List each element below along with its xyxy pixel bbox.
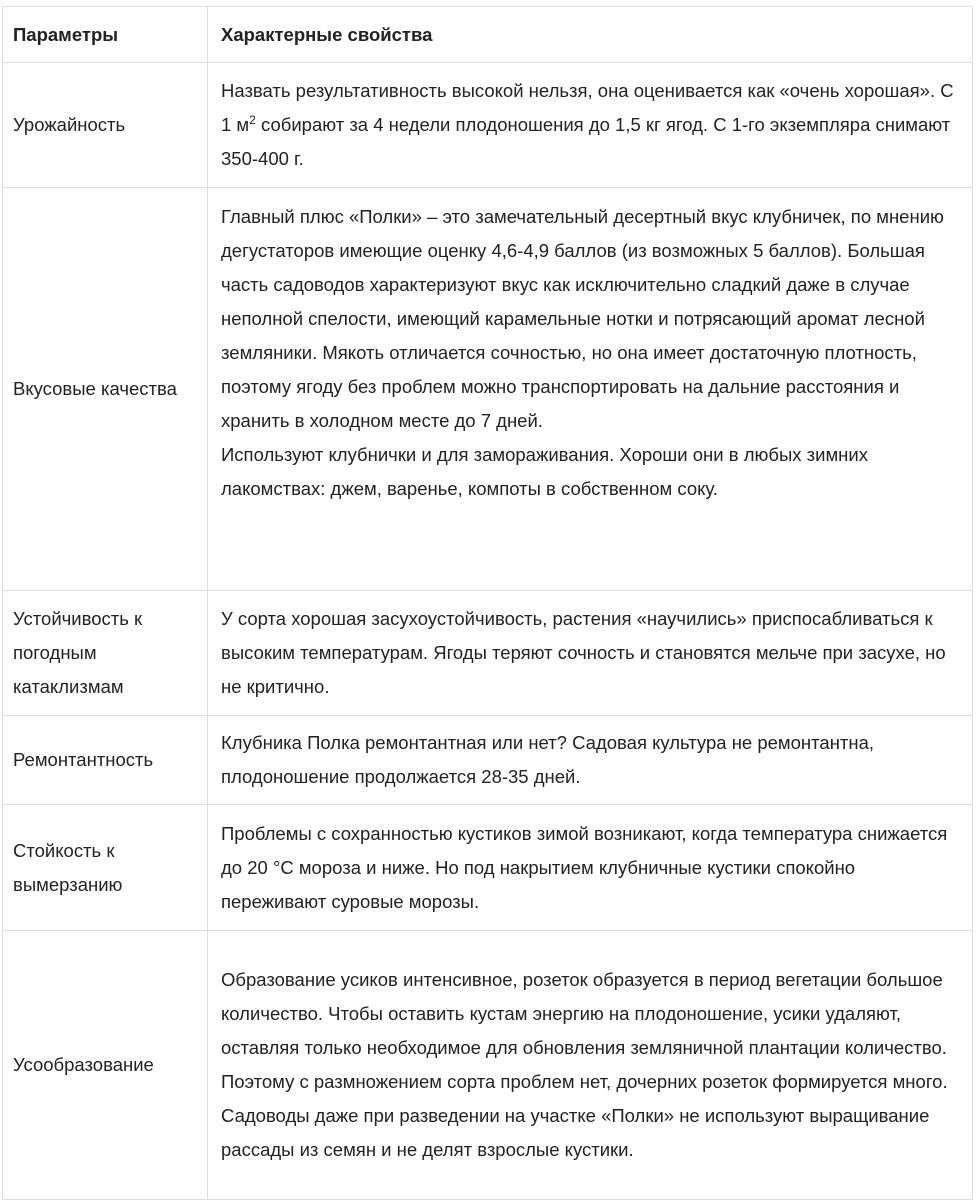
param-cell: Ремонтантность — [3, 716, 208, 805]
param-cell: Стойкость к вымерзанию — [3, 805, 208, 931]
desc-text: Назвать результативность высокой нельзя, она оценивается как «очень хорошая». С 1 м — [221, 80, 954, 135]
desc-cell: Образование усиков интенсивное, розеток образуется в период вегетации большое количество. Чтобы оставить кустам энергию на плодоношение, усики удаляют, оставляя только необходимое для обновления земляничной плантации количество. Поэтому с размножением сорта проблем нет, дочерних розеток формируется много. Садоводы даже при разведении на участке «Полки» не используют выращивание рассады из семян и не делят взрослые кустики. — [208, 931, 973, 1200]
table-row — [3, 188, 973, 591]
desc-cell — [208, 188, 973, 591]
table-row — [3, 716, 973, 805]
table-header-row — [3, 7, 973, 63]
header-properties: Характерные свойства — [208, 7, 973, 63]
strawberry-properties-table — [2, 6, 973, 1200]
desc-paragraph: Используют клубнички и для замораживания. Хороши они в любых зимних лакомствах: джем, варенье, компоты в собственном соку. — [221, 444, 868, 499]
table-row — [3, 805, 973, 931]
desc-cell: Проблемы с сохранностью кустиков зимой возникают, когда температура снижается до 20 °С мороза и ниже. Но под накрытием клубничные кустики спокойно переживают суровые морозы. — [208, 805, 973, 931]
table-row — [3, 63, 973, 188]
param-cell: Урожайность — [3, 63, 208, 188]
desc-cell — [208, 63, 973, 188]
desc-paragraph: Главный плюс «Полки» – это замечательный десертный вкус клубничек, по мнению дегустаторов имеющие оценку 4,6-4,9 баллов (из возможных 5 баллов). Большая часть садоводов характеризуют вкус как исключительно сладкий даже в случае неполной спелости, имеющий карамельные нотки и потрясающий аромат лесной земляники. Мякоть отличается сочностью, но она имеет достаточную плотность, поэтому ягоду без проблем можно транспортировать на дальние расстояния и хранить в холодном месте до 7 дней. — [221, 206, 944, 431]
desc-cell: Клубника Полка ремонтантная или нет? Садовая культура не ремонтантна, плодоношение продолжается 28-35 дней. — [208, 716, 973, 805]
header-parameters: Параметры — [3, 7, 208, 63]
desc-cell: У сорта хорошая засухоустойчивость, растения «научились» приспосабливаться к высоким температурам. Ягоды теряют сочность и становятся мельче при засухе, но не критично. — [208, 591, 973, 716]
table-row — [3, 931, 973, 1200]
superscript: 2 — [249, 112, 256, 127]
param-cell: Вкусовые качества — [3, 188, 208, 591]
param-cell: Усообразование — [3, 931, 208, 1200]
desc-text: собирают за 4 недели плодоношения до 1,5 кг ягод. С 1-го экземпляра снимают 350-400 г. — [221, 114, 951, 169]
table-row — [3, 591, 973, 716]
param-cell: Устойчивость к погодным катаклизмам — [3, 591, 208, 716]
